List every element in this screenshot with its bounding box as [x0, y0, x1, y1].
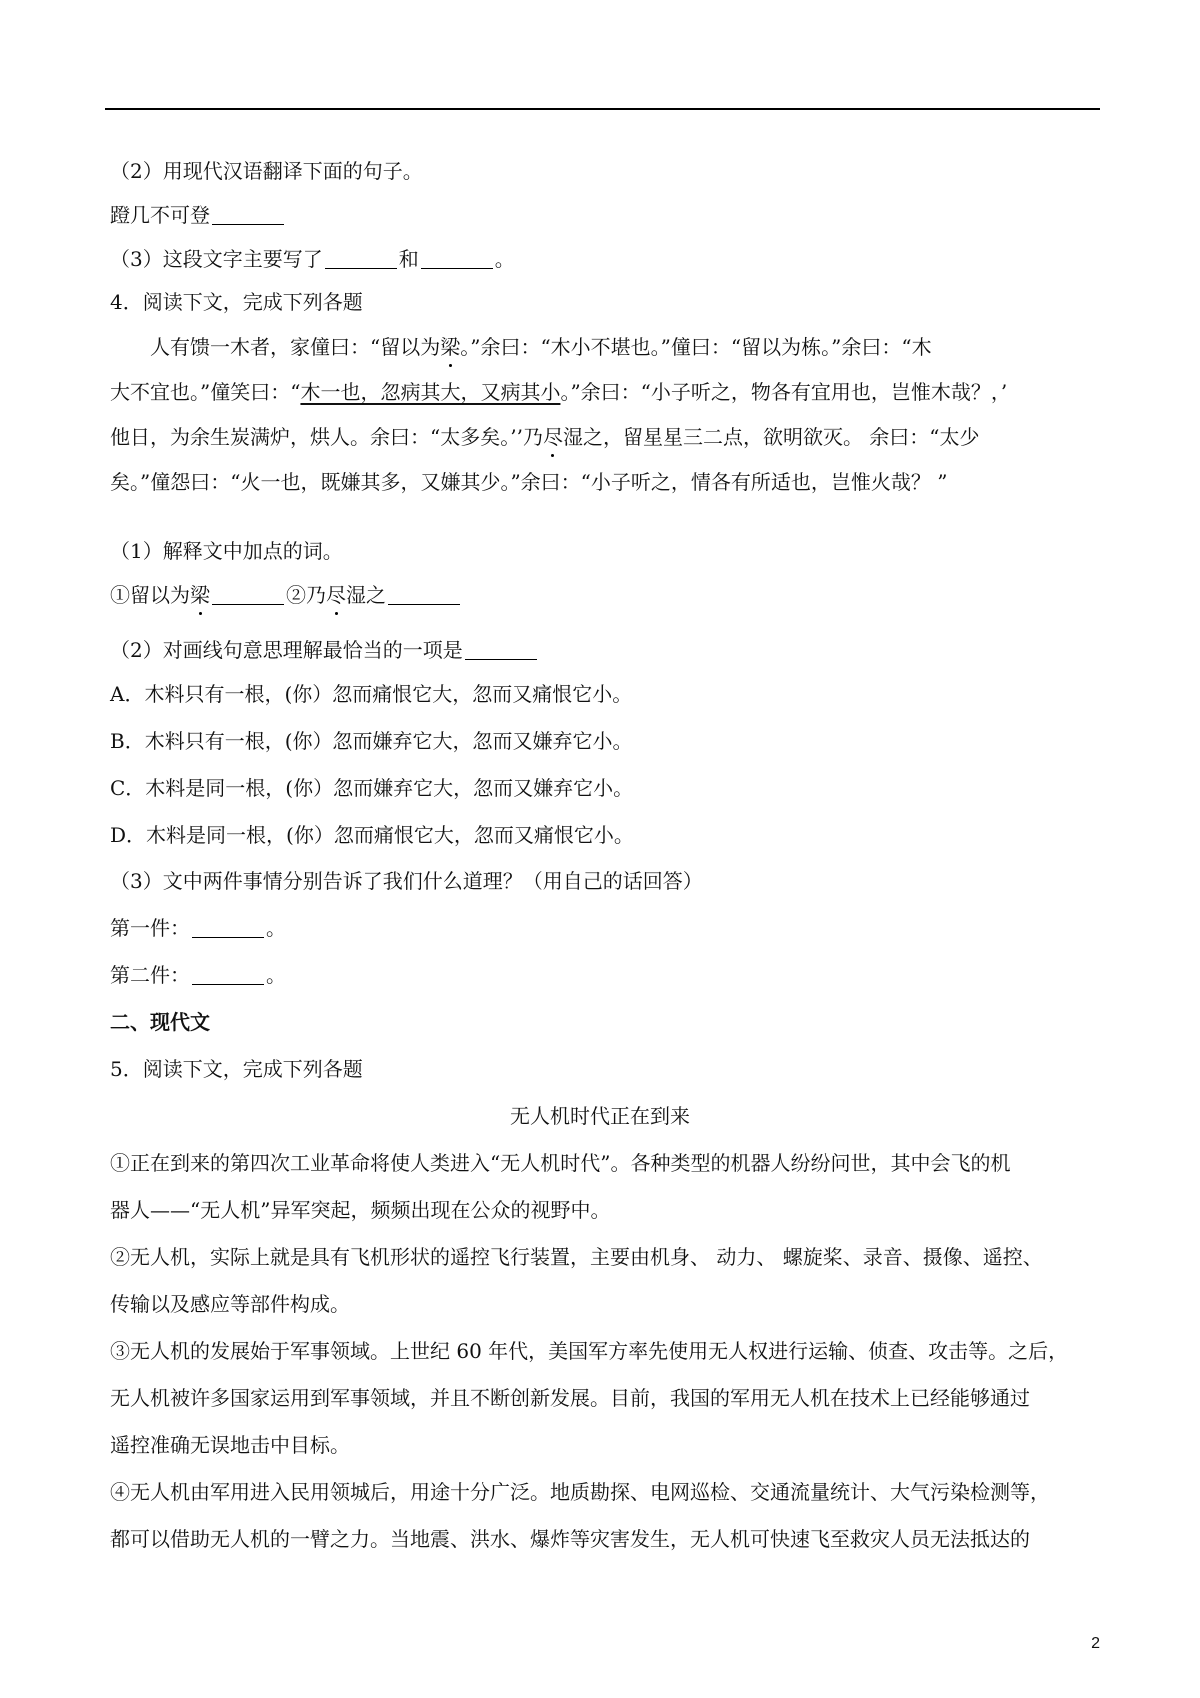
answer-blank[interactable] — [192, 964, 264, 985]
answer-blank[interactable] — [421, 248, 493, 269]
q4-passage-line-2 — [110, 379, 1007, 405]
header-rule — [105, 108, 1100, 110]
item-text: ①留以为 — [110, 583, 190, 607]
article-line: 器人——“无人机”异军突起，频频出现在公众的视野中。 — [110, 1198, 611, 1222]
article-line: ①正在到来的第四次工业革命将使人类进入“无人机时代”。各种类型的机器人纷纷问世，其中会飞的机 — [110, 1151, 1011, 1175]
page-number: 2 — [1091, 1635, 1100, 1652]
section-heading: 二、现代文 — [110, 1010, 210, 1034]
article-line: 遥控准确无误地击中目标。 — [110, 1433, 350, 1457]
article-line: ④无人机由军用进入民用领城后，用途十分广泛。地质勘探、电网巡检、交通流量统计、大气污染检测等， — [110, 1480, 1050, 1504]
q3-sentence: 蹬几不可登 — [110, 203, 210, 227]
answer-blank[interactable] — [465, 639, 537, 660]
dotted-word: 梁 — [190, 583, 210, 607]
answer-blank[interactable] — [212, 584, 284, 605]
dotted-word: 尽 — [326, 583, 346, 607]
option-d: D．木料是同一根，(你）忽而痛恨它大，忽而又痛恨它小。 — [110, 823, 634, 847]
q4-passage-line-4: 矣。”僮怨曰：“火一也，既嫌其多，又嫌其少。”余曰：“小子听之，情各有所适也，岂惟火哉？ ” — [110, 470, 948, 494]
q3-sub3-line — [110, 246, 515, 272]
option-b: B．木料只有一根，(你）忽而嫌弃它大，忽而又嫌弃它小。 — [110, 729, 633, 753]
q4-passage-line-3 — [110, 424, 980, 450]
end-mark: 。 — [266, 916, 286, 940]
passage-text: 他日，为余生炭满炉，烘人。余曰：“太多矣。’’乃 — [110, 425, 543, 449]
q3-sub3-text: （3）这段文字主要写了 — [110, 247, 323, 271]
article-line: ③无人机的发展始于军事领域。上世纪 60 年代，美国军方率先使用无人权进行运输、侦查、攻击等。之后， — [110, 1339, 1069, 1363]
article-title: 无人机时代正在到来 — [510, 1104, 690, 1128]
passage-text: 。”余曰：“小子听之，物各有宜用也，岂惟木哉？，’ — [560, 380, 1008, 404]
q4-sub1: （1）解释文中加点的词。 — [110, 539, 343, 563]
option-c: C．木料是同一根，(你）忽而嫌弃它大，忽而又嫌弃它小。 — [110, 776, 634, 800]
q4-second — [110, 962, 286, 988]
answer-blank[interactable] — [212, 204, 284, 225]
first-label: 第一件： — [110, 916, 190, 940]
q4-sub2-text: （2）对画线句意思理解最恰当的一项是 — [110, 638, 463, 662]
article-line: 都可以借助无人机的一臂之力。当地震、洪水、爆炸等灾害发生，无人机可快速飞至救灾人员无法抵达的 — [110, 1527, 1030, 1551]
article-line: 传输以及感应等部件构成。 — [110, 1292, 350, 1316]
q4-passage-line-1 — [150, 334, 932, 360]
article-line: ②无人机，实际上就是具有飞机形状的遥控飞行装置，主要由机身、 动力、 螺旋桨、录音、摄像、遥控、 — [110, 1245, 1043, 1269]
answer-blank[interactable] — [192, 917, 264, 938]
article-line: 无人机被许多国家运用到军事领域，并且不断创新发展。目前，我国的军用无人机在技术上已经能够通过 — [110, 1386, 1030, 1410]
passage-text: 人有馈一木者，家僮曰：“留以为 — [150, 335, 441, 359]
q4-sub3: （3）文中两件事情分别告诉了我们什么道理？（用自己的话回答） — [110, 869, 703, 893]
underlined-sentence: 木一也，忽病其大，又病其小 — [300, 380, 561, 404]
q3-sub2: （2）用现代汉语翻译下面的句子。 — [110, 159, 423, 183]
q3-sub3-and: 和 — [398, 247, 419, 271]
q3-sub3-end: 。 — [494, 247, 515, 271]
item-text: ②乃 — [286, 583, 326, 607]
dotted-word: 尽 — [542, 425, 563, 449]
q4-title: 4．阅读下文，完成下列各题 — [110, 290, 363, 314]
answer-blank[interactable] — [388, 584, 460, 605]
option-a: A．木料只有一根，(你）忽而痛恨它大，忽而又痛恨它小。 — [110, 682, 633, 706]
second-label: 第二件： — [110, 963, 190, 987]
item-text: 湿之 — [346, 583, 386, 607]
passage-text: 湿之，留星星三二点，欲明欲灭。 余曰：“太少 — [562, 425, 980, 449]
q3-sentence-line — [110, 202, 286, 228]
q4-first — [110, 915, 286, 941]
q5-title: 5．阅读下文，完成下列各题 — [110, 1057, 363, 1081]
passage-text: 大不宜也。”僮笑曰：“ — [110, 380, 301, 404]
dotted-word: 梁 — [440, 335, 461, 359]
q4-sub1-answers — [110, 582, 462, 608]
answer-blank[interactable] — [325, 248, 397, 269]
q4-sub2 — [110, 637, 539, 663]
passage-text: 。”余曰：“木小不堪也。”僮曰：“留以为栋。”余曰：“木 — [460, 335, 932, 359]
end-mark: 。 — [266, 963, 286, 987]
